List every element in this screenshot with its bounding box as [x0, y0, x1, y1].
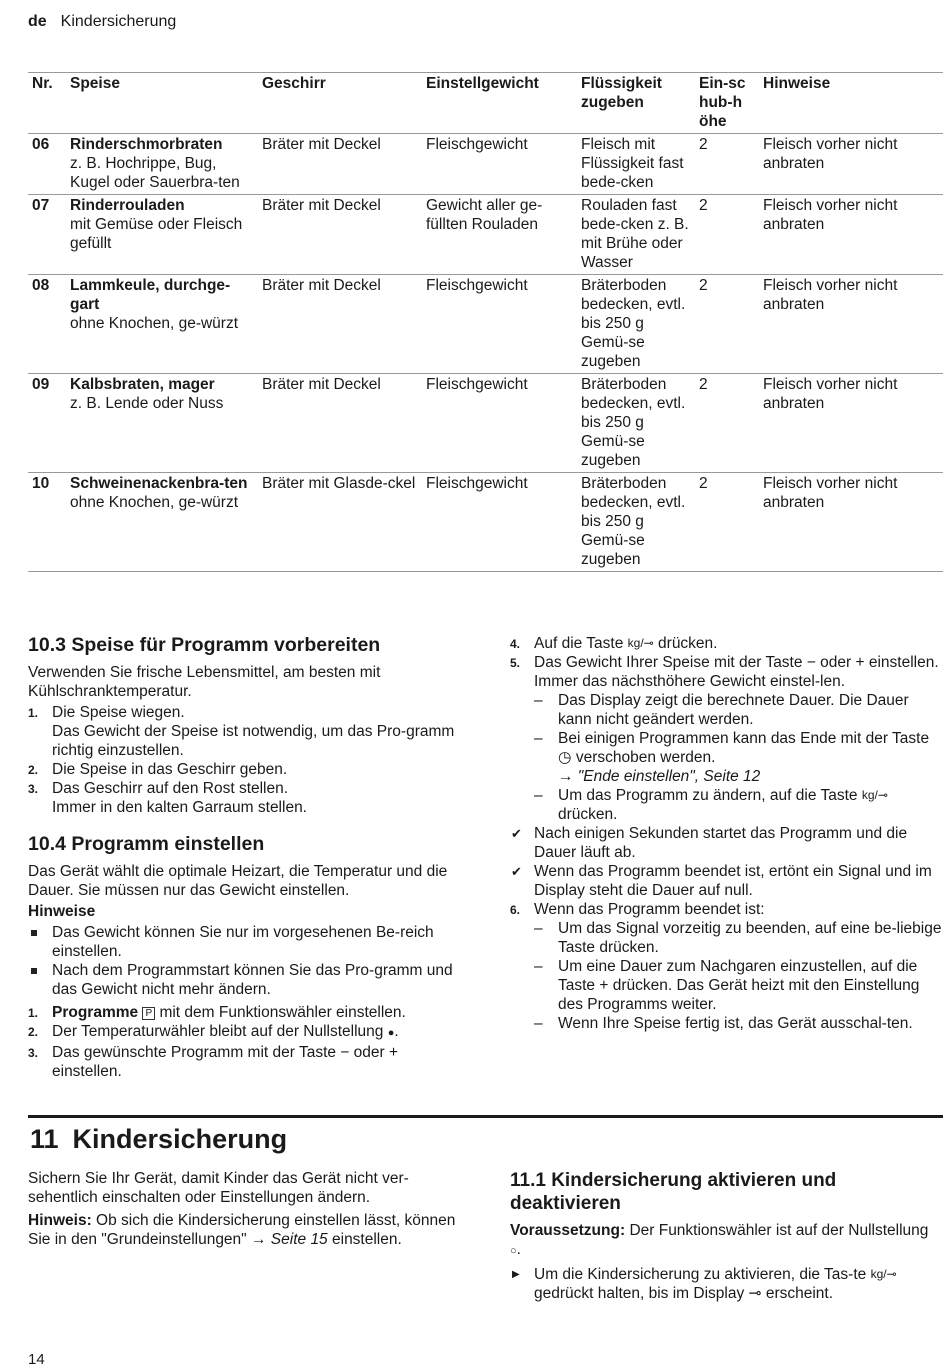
list-item: ▶ Um die Kindersicherung zu aktivieren, die Tas-te $^{kg/⊸}$ gedrückt halten, bis im Display ⊸ erscheint.: [512, 1266, 897, 1302]
ch11-hinweis: Hinweis: Ob sich die Kindersicherung einstellen lässt, können Sie in den "Grundeinstellungen" → Seite 15 einstellen.: [28, 1212, 456, 1248]
notes-list: [28, 923, 468, 999]
row-speise: [66, 134, 258, 195]
row-geschirr: Bräter mit Glasde-ckel: [258, 473, 422, 572]
list-item: ✔ Wenn das Programm beendet ist, ertönt ein Signal und im Display steht die Dauer auf null.: [511, 863, 932, 899]
speise-desc: mit Gemüse oder Fleisch gefüllt: [70, 216, 243, 252]
list-item: – Um das Programm zu ändern, auf die Taste $^{kg/⊸}$ drücken.: [534, 786, 942, 824]
section-11-1-title: 11.1 Kindersicherung aktivieren und deaktivieren: [510, 1170, 837, 1214]
row-speise: [66, 195, 258, 275]
kg-key-icon: kg/⊸: [870, 1267, 897, 1281]
program-steps: [28, 1003, 468, 1081]
ch11-left: [28, 1169, 468, 1251]
row-speise: [66, 374, 258, 473]
speise-name: Rinderschmorbraten: [70, 136, 223, 153]
row-fluessig: Bräterboden bedecken, evtl. bis 250 g Gemü-se zugeben: [577, 473, 695, 572]
row-hinweis: Fleisch vorher nicht anbraten: [759, 275, 943, 374]
check-icon: ✔: [511, 864, 522, 879]
ref-link[interactable]: → Seite 15: [251, 1231, 328, 1248]
table-row: [28, 195, 943, 275]
speise-desc: z. B. Hochrippe, Bug, Kugel oder Sauerbra-ten: [70, 155, 240, 191]
section-10-3-title: 10.3 Speise für Programm vorbereiten: [28, 634, 381, 656]
col-einstellgewicht: Einstellgewicht: [422, 73, 577, 134]
list-item: 2. Der Temperaturwähler bleibt auf der Nullstellung ●.: [28, 1023, 399, 1040]
programme-table: [28, 72, 943, 572]
speise-name: Lammkeule, durchge-gart: [70, 277, 231, 313]
ring-icon: ○: [510, 1245, 517, 1257]
speise-name: Schweinenackenbra-ten: [70, 475, 248, 492]
voraussetzung: Voraussetzung: Der Funktionswähler ist auf der Nullstellung ○.: [510, 1222, 929, 1258]
activate-list: [510, 1265, 942, 1303]
row-gewicht: Gewicht aller ge-füllten Rouladen: [422, 195, 577, 275]
table-row: [28, 275, 943, 374]
speise-desc: ohne Knochen, ge-würzt: [70, 494, 239, 511]
section-10-4-intro: Das Gerät wählt die optimale Heizart, die Temperatur und die Dauer. Sie müssen nur das Gewicht einstellen.: [28, 863, 448, 899]
program-steps-cont: [510, 634, 942, 1033]
right-column: [510, 634, 942, 1033]
list-item: ✔ Nach einigen Sekunden startet das Programm und die Dauer läuft ab.: [511, 825, 908, 861]
row-geschirr: Bräter mit Deckel: [258, 195, 422, 275]
row-nr: 08: [28, 275, 66, 374]
ch11-right: [510, 1169, 942, 1303]
col-geschirr: Geschirr: [258, 73, 422, 134]
list-item: 3. Das gewünschte Programm mit der Taste − oder + einstellen.: [28, 1044, 399, 1080]
list-item: – Bei einigen Programmen kann das Ende mit der Taste ◷ verschoben werden. → "Ende einstellen", Seite 12: [534, 729, 942, 786]
speise-desc: ohne Knochen, ge-würzt: [70, 315, 239, 332]
ref-link[interactable]: → "Ende einstellen", Seite 12: [558, 768, 761, 785]
row-nr: 10: [28, 473, 66, 572]
table-header-row: [28, 73, 943, 134]
chapter-title: 11 Kindersicherung: [30, 1124, 288, 1154]
header-title: Kindersicherung: [60, 13, 177, 30]
row-speise: [66, 275, 258, 374]
list-item: – Um das Signal vorzeitig zu beenden, auf eine be-liebige Taste drücken.: [534, 919, 942, 957]
arrow-icon: ▶: [512, 1269, 520, 1280]
check-icon: ✔: [511, 826, 522, 841]
row-fluessig: Bräterboden bedecken, evtl. bis 250 g Gemü-se zugeben: [577, 374, 695, 473]
page-header: [28, 12, 176, 31]
row-fluessig: Bräterboden bedecken, evtl. bis 250 g Gemü-se zugeben: [577, 275, 695, 374]
table-row: [28, 473, 943, 572]
list-item: – Um eine Dauer zum Nachgaren einzustellen, auf die Taste + drücken. Das Gerät heizt mit den Einstellung des Programms weiter.: [534, 957, 942, 1014]
row-speise: [66, 473, 258, 572]
col-nr: Nr.: [28, 73, 66, 134]
speise-desc: z. B. Lende oder Nuss: [70, 395, 224, 412]
row-gewicht: Fleischgewicht: [422, 374, 577, 473]
kg-key-icon: kg/⊸: [627, 636, 654, 650]
table-row: [28, 374, 943, 473]
col-speise: Speise: [66, 73, 258, 134]
section-10-4-title: 10.4 Programm einstellen: [28, 833, 265, 855]
table-row: [28, 134, 943, 195]
dash-list: [534, 919, 942, 1033]
row-nr: 09: [28, 374, 66, 473]
left-column: [28, 634, 468, 1081]
row-geschirr: Bräter mit Deckel: [258, 134, 422, 195]
row-einschub: 2: [695, 134, 759, 195]
row-hinweis: Fleisch vorher nicht anbraten: [759, 374, 943, 473]
row-hinweis: Fleisch vorher nicht anbraten: [759, 134, 943, 195]
row-gewicht: Fleischgewicht: [422, 275, 577, 374]
col-einschubhoehe: [695, 73, 759, 134]
list-item: 2. Die Speise in das Geschirr geben.: [28, 761, 288, 778]
list-item: 5. Das Gewicht Ihrer Speise mit der Taste − oder + einstellen. Immer das nächsthöhere Gewicht einstel-len. – Das Display zeigt die berechnete Dauer. Die Dauer kann nicht geändert werden. – Bei einigen Programmen kann das Ende mit der Taste ◷ verschoben werden. → "Ende einstellen", Seite 12 – Um das Programm zu ändern, auf die Taste $^{kg/⊸}$ drücken.: [510, 653, 942, 824]
row-einschub: 2: [695, 473, 759, 572]
chapter-rule: [28, 1115, 943, 1118]
clock-icon: ◷: [558, 749, 572, 766]
col-fluessigkeit: Flüssigkeit zugeben: [577, 73, 695, 134]
row-fluessig: Rouladen fast bede-cken z. B. mit Brühe oder Wasser: [577, 195, 695, 275]
row-einschub: 2: [695, 275, 759, 374]
dot-icon: ●: [387, 1027, 395, 1039]
ch11-intro: Sichern Sie Ihr Gerät, damit Kinder das Gerät nicht ver-sehentlich einschalten oder Einstellungen ändern.: [28, 1170, 409, 1206]
row-gewicht: Fleischgewicht: [422, 473, 577, 572]
row-geschirr: Bräter mit Deckel: [258, 275, 422, 374]
section-10-3-intro: Verwenden Sie frische Lebensmittel, am besten mit Kühlschranktemperatur.: [28, 664, 381, 700]
col-einschubhoehe-label: Ein-schub-höhe: [699, 75, 746, 130]
p-icon: P: [142, 1007, 155, 1020]
list-item: 4. Auf die Taste $^{kg/⊸}$ drücken.: [510, 635, 718, 652]
kg-key-icon: kg/⊸: [861, 788, 888, 802]
list-item: Nach dem Programmstart können Sie das Pro-gramm und das Gewicht nicht mehr ändern.: [28, 961, 468, 999]
col-hinweise: Hinweise: [759, 73, 943, 134]
list-item: Das Gewicht können Sie nur im vorgesehenen Be-reich einstellen.: [28, 923, 468, 961]
row-hinweis: Fleisch vorher nicht anbraten: [759, 473, 943, 572]
list-item: – Das Display zeigt die berechnete Dauer. Die Dauer kann nicht geändert werden.: [534, 691, 942, 729]
key-icon: ⊸: [748, 1285, 762, 1302]
row-hinweis: Fleisch vorher nicht anbraten: [759, 195, 943, 275]
row-einschub: 2: [695, 374, 759, 473]
list-item: 3. Das Geschirr auf den Rost stellen. Immer in den kalten Garraum stellen.: [28, 780, 307, 816]
row-nr: 06: [28, 134, 66, 195]
row-einschub: 2: [695, 195, 759, 275]
hinweise-label: Hinweise: [28, 903, 96, 920]
row-fluessig: Fleisch mit Flüssigkeit fast bede-cken: [577, 134, 695, 195]
lang-code: de: [28, 13, 47, 30]
dash-list: [534, 691, 942, 824]
page-number: 14: [28, 1351, 45, 1368]
list-item: 1. Programme P mit dem Funktionswähler einstellen.: [28, 1004, 406, 1021]
list-item: 1. Die Speise wiegen. Das Gewicht der Speise ist notwendig, um das Pro-gramm richtig einzustellen.: [28, 704, 455, 759]
speise-name: Rinderrouladen: [70, 197, 185, 214]
list-item: 6. Wenn das Programm beendet ist: – Um das Signal vorzeitig zu beenden, auf eine be-liebige Taste drücken. – Um eine Dauer zum Nachgaren einzustellen, auf die Taste + drücken. Das Gerät heizt mit den Einstellung des Programms weiter. – Wenn Ihre Speise fertig ist, das Gerät ausschal-ten.: [510, 900, 942, 1033]
row-geschirr: Bräter mit Deckel: [258, 374, 422, 473]
speise-name: Kalbsbraten, mager: [70, 376, 215, 393]
row-nr: 07: [28, 195, 66, 275]
row-gewicht: Fleischgewicht: [422, 134, 577, 195]
list-item: – Wenn Ihre Speise fertig ist, das Gerät ausschal-ten.: [534, 1014, 942, 1033]
prepare-steps: [28, 703, 468, 817]
